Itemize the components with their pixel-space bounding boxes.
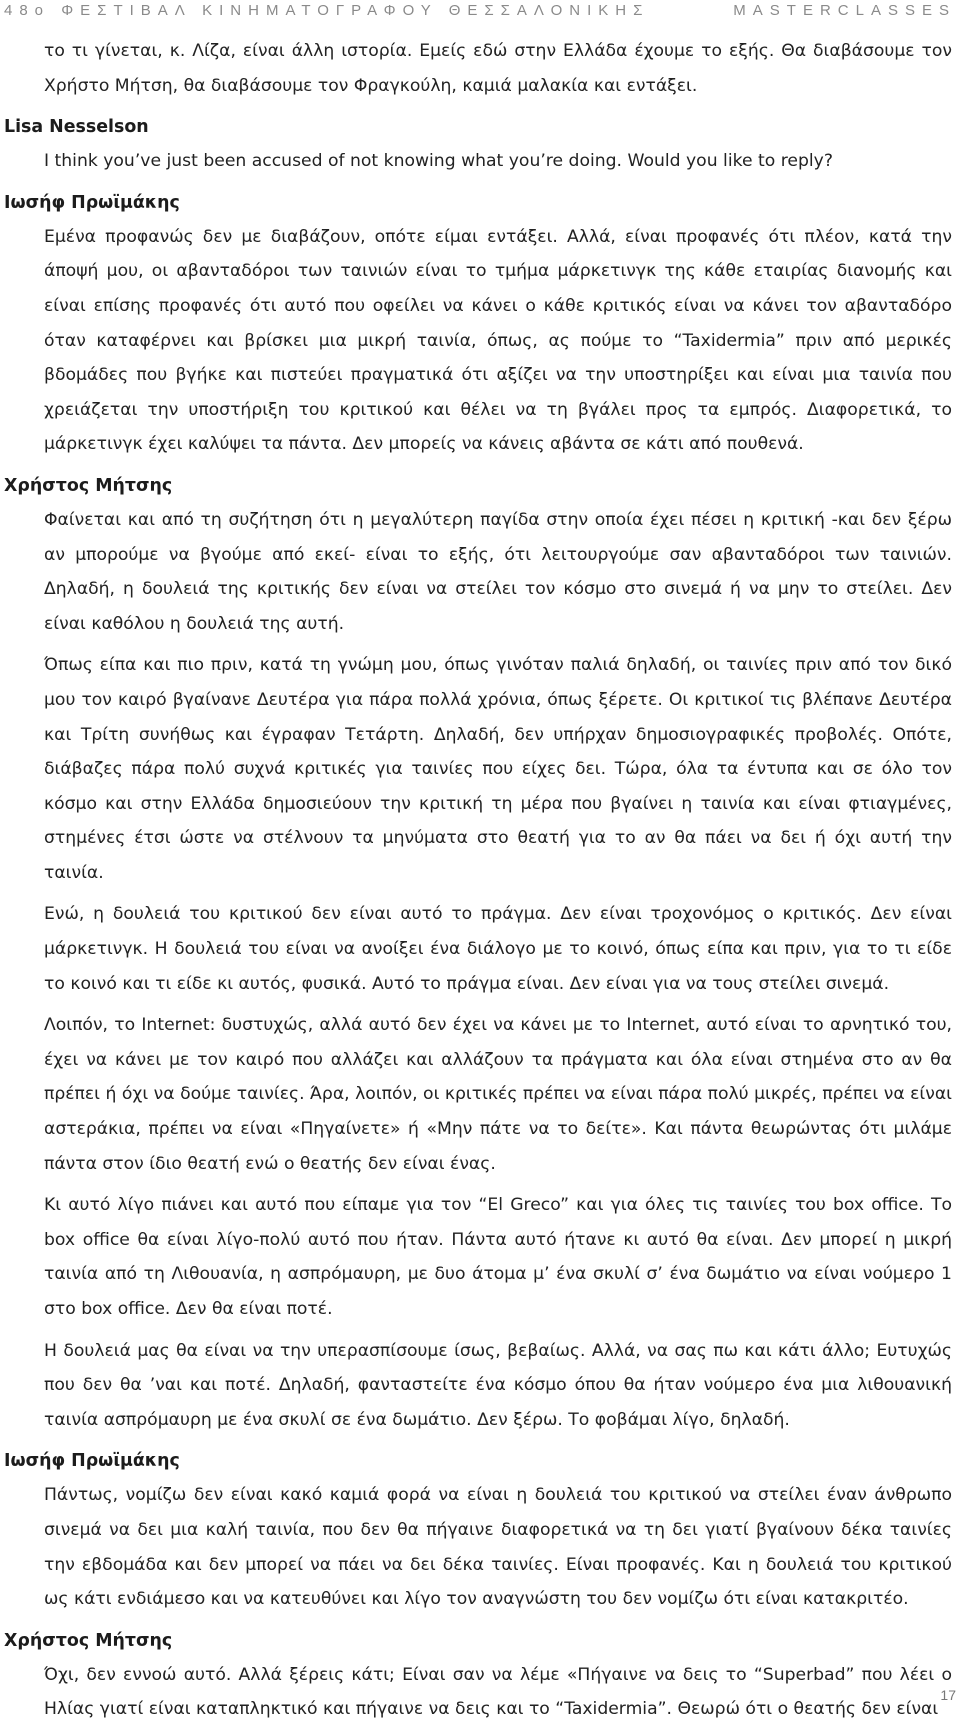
speaker-name: Ιωσήφ Πρωϊμάκης [4, 192, 180, 213]
page-number: 17 [940, 1687, 956, 1703]
running-header [4, 0, 956, 20]
speaker-name: Lisa Nesselson [4, 117, 149, 138]
transcript-paragraph: Εμένα προφανώς δεν με διαβάζουν, οπότε είμαι εντάξει. Αλλά, είναι προφανές ότι πλέον, κατά την άποψή μου, οι αβανταδόροι των ταινιών είναι το τμήμα μάρκετινγκ της κάθε εταιρίας διανομής και είναι επίσης προφανές ότι αυτό που οφείλει να κάνει ο κάθε κριτικός είναι να κάνει τον αβανταδόρο όταν καταφέρνει και βρίσκει μια μικρή ταινία, όπως, ας πούμε το “Taxidermia” πριν από μερικές βδομάδες που βγήκε και πιστεύει πραγματικά ότι αξίζει να την υποστηρίξει και είναι μια ταινία που χρειάζεται την υποστήριξη του κριτικού και θέλει να τη βγάλει προς τα εμπρός. Διαφορετικά, το μάρκετινγκ έχει καλύψει τα πάντα. Δεν μπορείς να κάνεις αβάντα σε κάτι από πουθενά. [44, 226, 952, 455]
transcript-paragraph: Η δουλειά μας θα είναι να την υπερασπίσουμε ίσως, βεβαίως. Αλλά, να σας πω και κάτι άλλο; Ευτυχώς που δεν θα ’ναι και ποτέ. Δηλαδή, φανταστείτε ένα κόσμο όπου θα ήταν νούμερο ένα μια λιθουανική ταινία ασπρόμαυρη με ένα σκυλί σε ένα δωμάτιο. Δεν ξέρω. Το φοβάμαι λίγο, δηλαδή. [44, 1340, 952, 1430]
transcript-paragraph: το τι γίνεται, κ. Λίζα, είναι άλλη ιστορία. Εμείς εδώ στην Ελλάδα έχουμε το εξής. Θα διαβάσουμε τον Χρήστο Μήτση, θα διαβάσουμε τον Φραγκούλη, καμιά μαλακία και εντάξει. [44, 41, 952, 96]
header-section-title: MASTERCLASSES [733, 1, 956, 19]
header-festival-title: 48ο ΦΕΣΤΙΒΑΛ ΚΙΝΗΜΑΤΟΓΡΑΦΟΥ ΘΕΣΣΑΛΟΝΙΚΗΣ [4, 1, 650, 19]
transcript-paragraph: Λοιπόν, το Internet: δυστυχώς, αλλά αυτό δεν έχει να κάνει με το Internet, αυτό είναι το αρνητικό του, έχει να κάνει με τον καιρό που αλλάζει και αλλάζουν τα πράγματα και όλα είναι στημένα στο αν θα πρέπει ή όχι να δούμε ταινίες. Άρα, λοιπόν, οι κριτικές πρέπει να είναι πάρα πολύ μικρές, πρέπει να είναι αστεράκια, πρέπει να είναι «Πηγαίνετε» ή «Μην πάτε να το δείτε». Και πάντα θεωρώντας ότι μιλάμε πάντα στον ίδιο θεατή ενώ ο θεατής δεν είναι ένας. [44, 1015, 952, 1174]
speaker-name: Χρήστος Μήτσης [4, 475, 173, 496]
speaker-name: Ιωσήφ Πρωϊμάκης [4, 1451, 180, 1472]
transcript-paragraph: Κι αυτό λίγο πιάνει και αυτό που είπαμε για τον “El Greco” και για όλες τις ταινίες του box office. Το box office θα είναι λίγο-πολύ αυτό που ήταν. Πάντα αυτό ήτανε κι αυτό θα είναι. Δεν μπορεί η μικρή ταινία από τη Λιθουανία, η ασπρόμαυρη, με δυο άτομα μ’ ένα σκυλί σ’ ένα δωμάτιο να είναι νούμερο 1 στο box office. Δεν θα είναι ποτέ. [44, 1195, 952, 1319]
transcript-paragraph: Πάντως, νομίζω δεν είναι κακό καμιά φορά να είναι η δουλειά του κριτικού να στείλει έναν άνθρωπο σινεμά να δει μια καλή ταινία, που δεν θα πήγαινε διαφορετικά να τη δει γιατί βγαίνουν δέκα ταινίες την εβδομάδα και δεν μπορεί να πάει να δει δέκα ταινίες. Είναι προφανές. Και η δουλειά του κριτικού ως κάτι ενδιάμεσο και να κατευθύνει και λίγο τον αναγνώστη του δεν νομίζω ότι είναι κατακριτέο. [44, 1485, 952, 1610]
transcript-body [0, 34, 960, 1734]
transcript-paragraph: Φαίνεται και από τη συζήτηση ότι η μεγαλύτερη παγίδα στην οποία έχει πέσει η κριτική -και δεν ξέρω αν μπορούμε να βγούμε από εκεί- είναι το εξής, ότι λειτουργούμε σαν αβανταδόροι των ταινιών. Δηλαδή, η δουλειά της κριτικής δεν είναι να στείλει τον κόσμο στο σινεμά ή να μην το στείλει. Δεν είναι καθόλου η δουλειά της αυτή. [44, 509, 952, 634]
transcript-paragraph: I think you’ve just been accused of not knowing what you’re doing. Would you like to reply? [44, 151, 833, 172]
transcript-paragraph: Ενώ, η δουλειά του κριτικού δεν είναι αυτό το πράγμα. Δεν είναι τροχονόμος ο κριτικός. Δεν είναι μάρκετινγκ. Η δουλειά του είναι να ανοίξει ένα διάλογο με το κοινό, όπως είπα και πριν, για το τι είδε το κοινό και τι είδε κι αυτός, φυσικά. Αυτό το πράγμα είναι. Δεν είναι για να τους στείλει σινεμά. [44, 904, 952, 994]
speaker-name: Χρήστος Μήτσης [4, 1630, 173, 1651]
transcript-paragraph: Όπως είπα και πιο πριν, κατά τη γνώμη μου, όπως γινόταν παλιά δηλαδή, οι ταινίες πριν από τον δικό μου τον καιρό βγαίνανε Δευτέρα για πάρα πολλά χρόνια, όπως ξέρετε. Οι κριτικοί τις βλέπανε Δευτέρα και Τρίτη συνήθως και έγραφαν Τετάρτη. Δηλαδή, δεν υπήρχαν δημοσιογραφικές προβολές. Οπότε, διάβαζες πάρα πολύ συχνά κριτικές για ταινίες που είχες δει. Τώρα, όλα τα έντυπα και σε όλο τον κόσμο και στην Ελλάδα δημοσιεύουν την κριτική τη μέρα που βγαίνει η ταινία και είναι φτιαγμένες, στημένες έτσι ώστε να στέλνουν τα μηνύματα στο θεατή για το αν θα πάει να δει ή όχι αυτή την ταινία. [44, 655, 952, 883]
transcript-paragraph: Όχι, δεν εννοώ αυτό. Αλλά ξέρεις κάτι; Είναι σαν να λέμε «Πήγαινε να δεις το “Superbad” που λέει ο Ηλίας γιατί είναι καταπληκτικό και πήγαινε να δεις και το “Taxidermia”. Θεωρώ ότι ο θεατής δεν είναι [44, 1664, 952, 1720]
